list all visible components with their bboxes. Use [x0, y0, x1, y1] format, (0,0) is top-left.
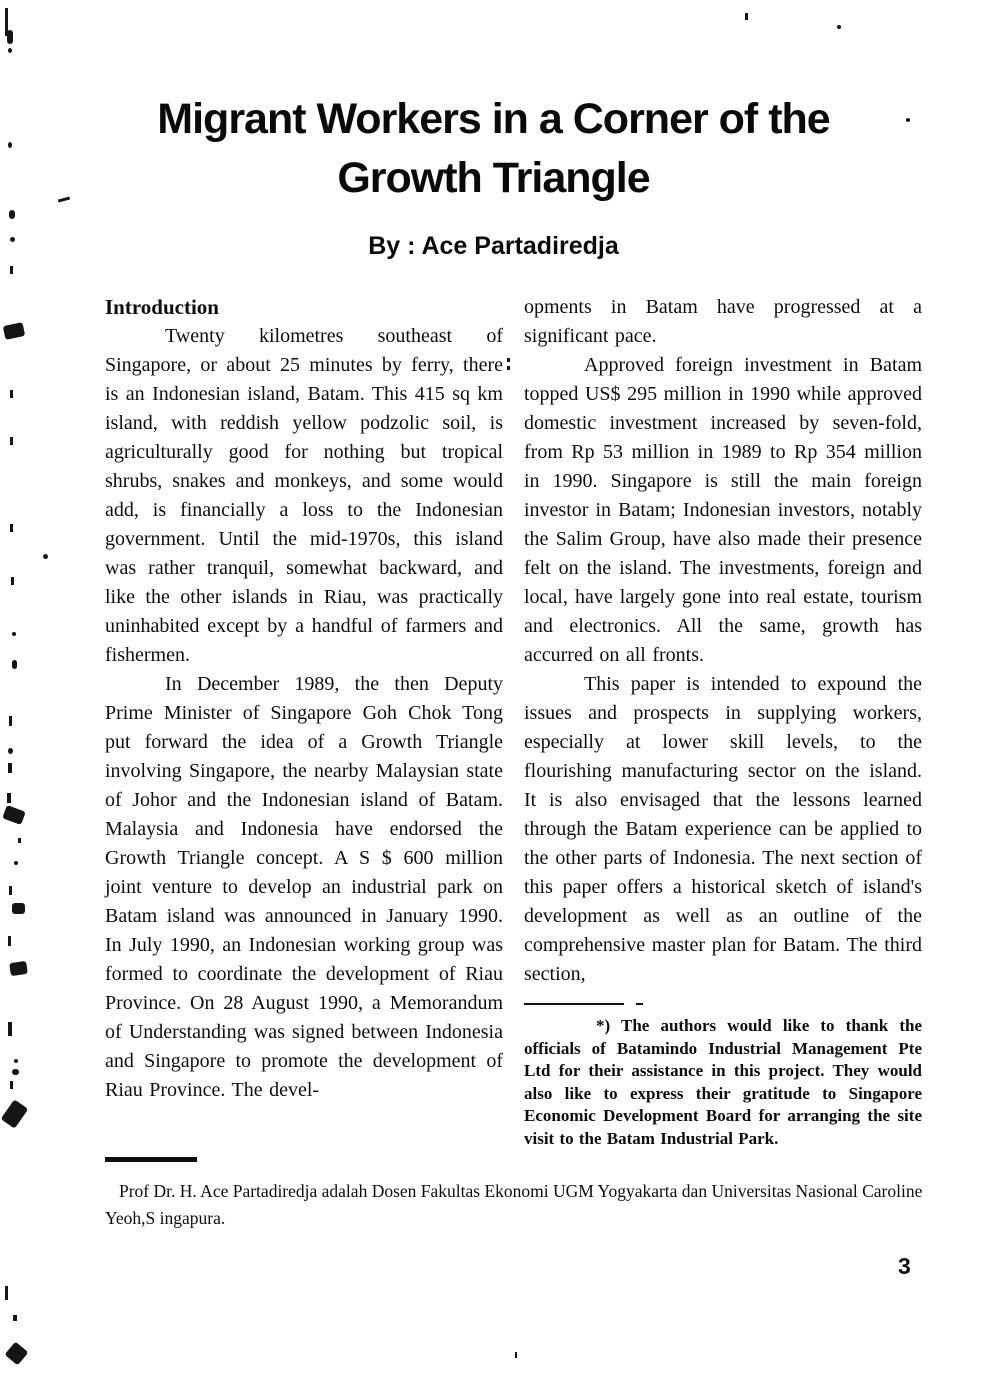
scan-artifact	[12, 632, 16, 636]
paragraph-3: Approved foreign investment in Batam topped US$ 295 million in 1990 while approved domestic investment increased by seven-fold, from Rp 53 million in 1989 to Rp 354 million in 1990. Singapore is still the main foreign investor in Batam; Indonesian investors, notably the Salim Group, have also made their presence felt on the island. The investments, foreign and local, have largely gone into real estate, tourism and electronics. All the same, growth has accurred on all fronts.	[524, 354, 922, 666]
scan-artifact	[8, 936, 11, 946]
paragraph-2: In December 1989, the then Deputy Prime Minister of Singapore Goh Chok Tong put forward the idea of a Growth Triangle involving Singapore, the nearby Malaysian state of Johor and the Indonesian island of Batam. Malaysia and Indonesia have endorsed the Growth Triangle concept. A S $ 600 million joint venture to develop an industrial park on Batam island was announced in January 1990. In July 1990, an Indonesian working group was formed to coordinate the development of Riau Province. On 28 August 1990, a Memorandum of Understanding was signed between Indonesia and Singapore to promote the development of Riau Province. The devel-	[105, 673, 503, 1101]
scan-artifact	[14, 1059, 18, 1063]
paragraph-4: This paper is intended to expound the issues and prospects in supplying workers, especially at lower skill levels, to the flourishing manufacturing sector on the island. It is also envisaged that the lessons learned through the Batam experience can be applied to the other parts of Indonesia. The next section of this paper offers a historical sketch of island's development as well as an outline of the comprehensive master plan for Batam. The third section,	[524, 673, 922, 985]
title-line-2: Growth Triangle	[337, 154, 650, 202]
scan-artifact	[12, 660, 17, 669]
scan-artifact	[12, 1069, 19, 1075]
scan-artifact	[507, 358, 510, 362]
scan-artifact	[507, 366, 510, 370]
section-heading-introduction: Introduction	[105, 295, 219, 319]
scan-artifact	[8, 763, 12, 773]
scan-artifact	[14, 861, 18, 865]
title-line-1: Migrant Workers in a Corner of the	[157, 95, 830, 143]
acknowledgement-footnote: *) The authors would like to thank the officials of Batamindo Industrial Management Pte Ltd for their assistance in this project. They would also like to express their gratitude to Singapore Economic Development Board for arranging the site visit to the Batam Industrial Park.	[524, 1016, 922, 1148]
scan-artifact	[8, 48, 12, 53]
scan-artifact	[9, 716, 12, 726]
scan-artifact	[10, 1081, 13, 1089]
paragraph-1: Twenty kilometres southeast of Singapore, or about 25 minutes by ferry, there is an Indonesian island, Batam. This 415 sq km island, with reddish yellow podzolic soil, is agriculturally good for nothing but tropical shrubs, snakes and monkeys, and some would add, is financially a loss to the Indonesian government. Until the mid-1970s, this island was rather tranquil, somewhat backward, and like the other islands in Riau, was practically uninhabited except by a handful of farmers and fishermen.	[105, 325, 503, 666]
scan-artifact	[9, 886, 12, 895]
scan-artifact	[745, 13, 748, 20]
scan-artifact	[5, 1342, 29, 1366]
scan-artifact	[18, 838, 21, 843]
scan-artifact	[43, 554, 48, 559]
scan-artifact	[9, 961, 28, 976]
author-note-divider	[105, 1157, 197, 1162]
scan-artifact	[5, 1286, 8, 1300]
scan-artifact	[2, 805, 26, 825]
scan-artifact	[7, 793, 11, 803]
scan-artifact	[8, 748, 13, 754]
scan-artifact	[10, 390, 13, 398]
scan-artifact	[3, 322, 25, 340]
byline: By : Ace Partadiredja	[368, 232, 619, 260]
scan-artifact	[13, 1315, 17, 1321]
paragraph-2-continuation: opments in Batam have progressed at a significant pace.	[524, 296, 922, 347]
scan-artifact	[7, 30, 13, 44]
scan-artifact	[12, 903, 25, 914]
scan-artifact	[515, 1352, 517, 1358]
page-number: 3	[898, 1253, 911, 1279]
scan-artifact	[10, 524, 13, 532]
scan-artifact	[1, 1099, 29, 1128]
scan-artifact	[8, 1022, 12, 1036]
scan-artifact	[11, 577, 14, 585]
article-title	[0, 90, 987, 208]
scan-artifact	[10, 266, 13, 274]
scan-artifact	[10, 437, 13, 445]
footnote-divider	[524, 1003, 624, 1005]
right-column	[524, 293, 922, 1151]
article-header	[0, 90, 987, 261]
scan-artifact	[837, 25, 841, 29]
left-column	[105, 293, 503, 1105]
author-affiliation-note: Prof Dr. H. Ace Partadiredja adalah Dosen Fakultas Ekonomi UGM Yogyakarta dan Universitas Nasional Caroline Yeoh,S ingapura.	[105, 1181, 923, 1228]
